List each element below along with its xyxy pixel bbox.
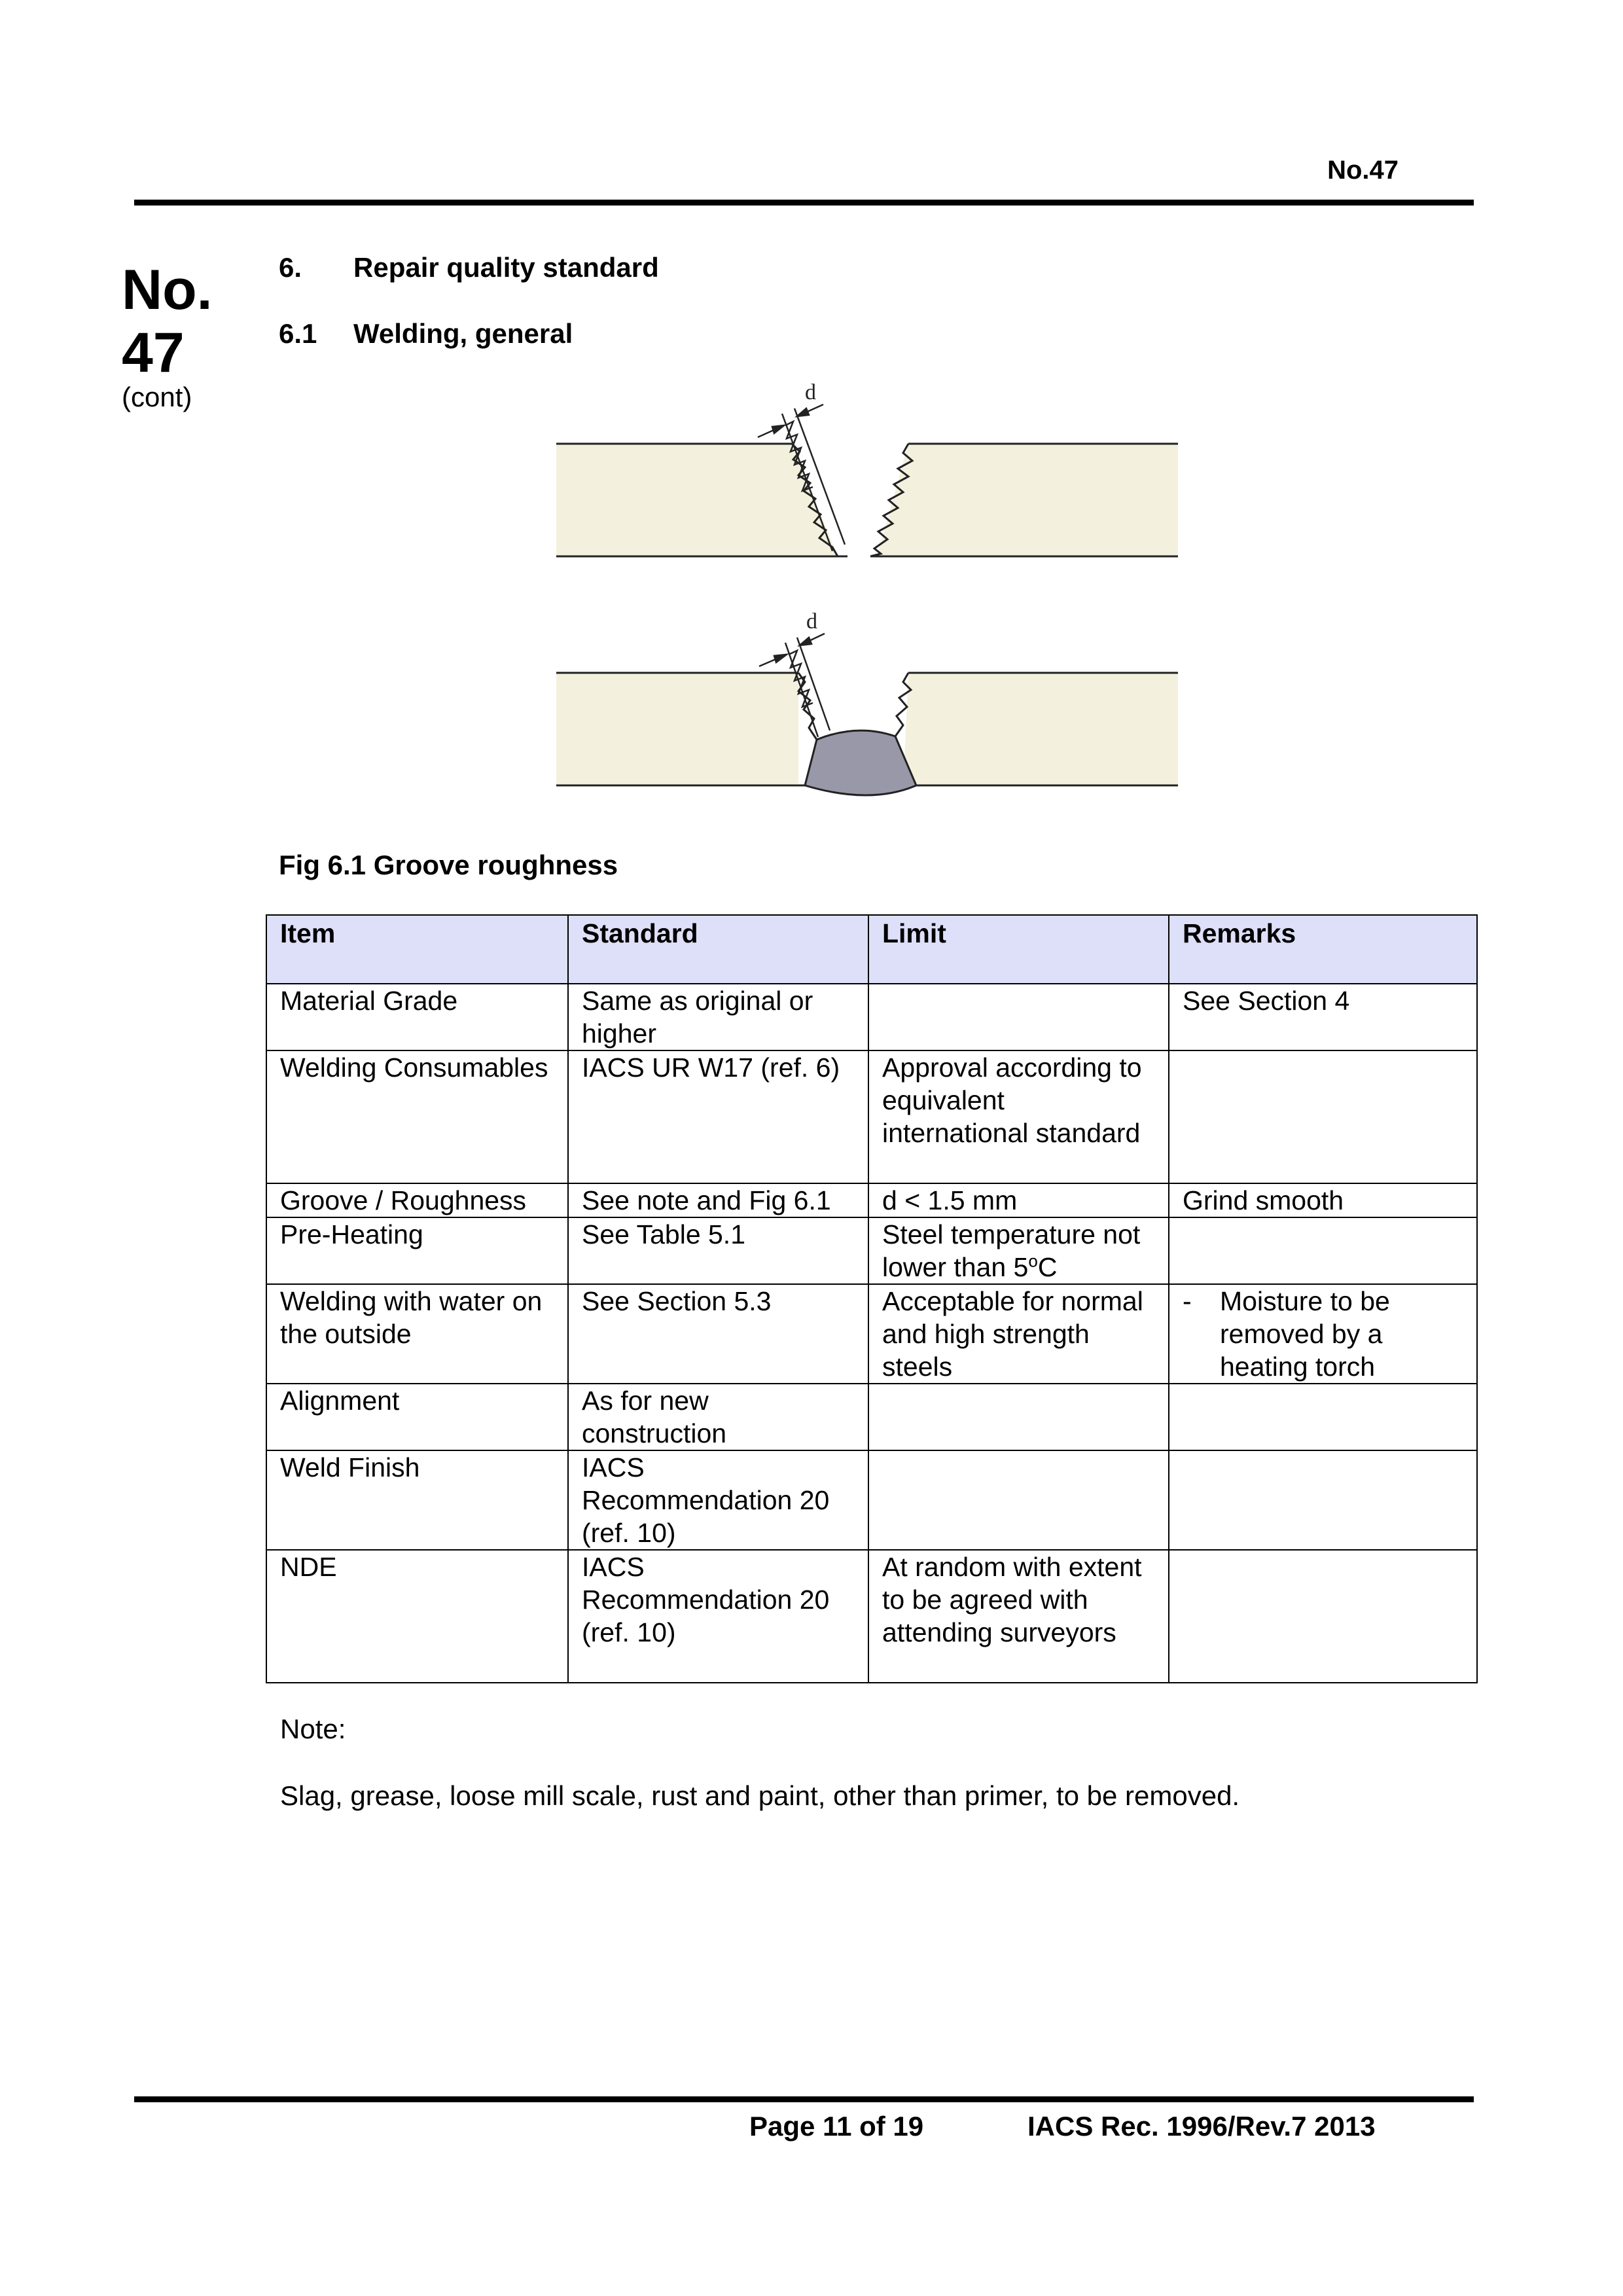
cell-remarks: See Section 4 <box>1169 984 1477 1050</box>
header-item: Item <box>266 915 568 984</box>
table-row <box>266 1217 1477 1284</box>
footer-page-number: Page 11 of 19 <box>749 2111 924 2142</box>
dimension-d-top-label: d <box>805 380 816 404</box>
groove-open-diagram <box>556 380 1178 556</box>
right-plate <box>877 444 1178 556</box>
degree-sup: o <box>1028 1251 1038 1271</box>
cell-item: Welding with water on the outside <box>266 1284 568 1384</box>
table-row <box>266 1384 1477 1450</box>
cell-item: Weld Finish <box>266 1450 568 1550</box>
cell-item: Pre-Heating <box>266 1217 568 1284</box>
cell-limit <box>868 1450 1169 1550</box>
section-6-1-title: Welding, general <box>353 318 573 349</box>
cell-standard: IACS Recommendation 20 (ref. 10) <box>568 1550 868 1683</box>
cell-limit <box>868 984 1169 1050</box>
right-plate-lower <box>903 673 1178 785</box>
limit-text: Steel temperature not lower than 5 <box>882 1219 1141 1282</box>
table-row <box>266 1550 1477 1683</box>
table-row <box>266 1284 1477 1384</box>
footer-rec-id: IACS Rec. 1996/Rev.7 2013 <box>1027 2111 1376 2142</box>
cell-item: Material Grade <box>266 984 568 1050</box>
header-limit: Limit <box>868 915 1169 984</box>
side-number <box>122 259 213 384</box>
left-plate <box>556 444 792 556</box>
dimension-d-bottom-label: d <box>806 609 817 634</box>
cell-standard: See note and Fig 6.1 <box>568 1183 868 1217</box>
section-6-title: Repair quality standard <box>353 252 659 283</box>
remarks-text: Moisture to be removed by a heating torch <box>1220 1286 1390 1382</box>
cell-remarks <box>1169 1450 1477 1550</box>
section-6-1-number: 6.1 <box>279 318 317 349</box>
note-label: Note: <box>280 1713 346 1744</box>
cell-remarks <box>1169 1384 1477 1450</box>
left-plate-lower <box>556 673 798 785</box>
cell-limit: d < 1.5 mm <box>868 1183 1169 1217</box>
figure-caption: Fig 6.1 Groove roughness <box>279 850 618 880</box>
cell-limit: Acceptable for normal and high strength steels <box>868 1284 1169 1384</box>
table-row <box>266 984 1477 1050</box>
header-remarks: Remarks <box>1169 915 1477 984</box>
table-row <box>266 1183 1477 1217</box>
note-text: Slag, grease, loose mill scale, rust and paint, other than primer, to be removed. <box>280 1780 1240 1811</box>
footer-rule <box>134 2096 1474 2102</box>
limit-unit: C <box>1037 1252 1058 1282</box>
cell-standard: IACS Recommendation 20 (ref. 10) <box>568 1450 868 1550</box>
cell-limit <box>868 1384 1169 1450</box>
side-cont-label: (cont) <box>122 382 192 412</box>
section-6-number: 6. <box>279 252 302 283</box>
cell-remarks <box>1169 1284 1477 1384</box>
cell-limit: At random with extent to be agreed with attending surveyors <box>868 1550 1169 1683</box>
cell-item: NDE <box>266 1550 568 1683</box>
cell-standard: See Table 5.1 <box>568 1217 868 1284</box>
cell-remarks <box>1169 1550 1477 1683</box>
cell-item: Welding Consumables <box>266 1050 568 1183</box>
cell-standard: As for new construction <box>568 1384 868 1450</box>
cell-remarks <box>1169 1050 1477 1183</box>
cell-limit: Approval according to equivalent international standard <box>868 1050 1169 1183</box>
header-doc-number: No.47 <box>1327 156 1399 185</box>
weld-root <box>805 730 916 795</box>
cell-item: Groove / Roughness <box>266 1183 568 1217</box>
cell-limit <box>868 1217 1169 1284</box>
side-number-line2: 47 <box>122 321 185 384</box>
groove-weld-diagram <box>556 609 1178 795</box>
remarks-bullet: - <box>1183 1286 1192 1316</box>
table-row <box>266 1050 1477 1183</box>
cell-remarks: Grind smooth <box>1169 1183 1477 1217</box>
cell-item: Alignment <box>266 1384 568 1450</box>
groove-roughness-figure <box>550 380 1191 812</box>
header-rule <box>134 200 1474 206</box>
repair-quality-table <box>266 914 1478 1683</box>
cell-standard: IACS UR W17 (ref. 6) <box>568 1050 868 1183</box>
table-header-row <box>266 915 1477 984</box>
cell-standard: Same as original or higher <box>568 984 868 1050</box>
cell-standard: See Section 5.3 <box>568 1284 868 1384</box>
side-number-line1: No. <box>122 259 213 321</box>
header-standard: Standard <box>568 915 868 984</box>
cell-remarks <box>1169 1217 1477 1284</box>
table-row <box>266 1450 1477 1550</box>
